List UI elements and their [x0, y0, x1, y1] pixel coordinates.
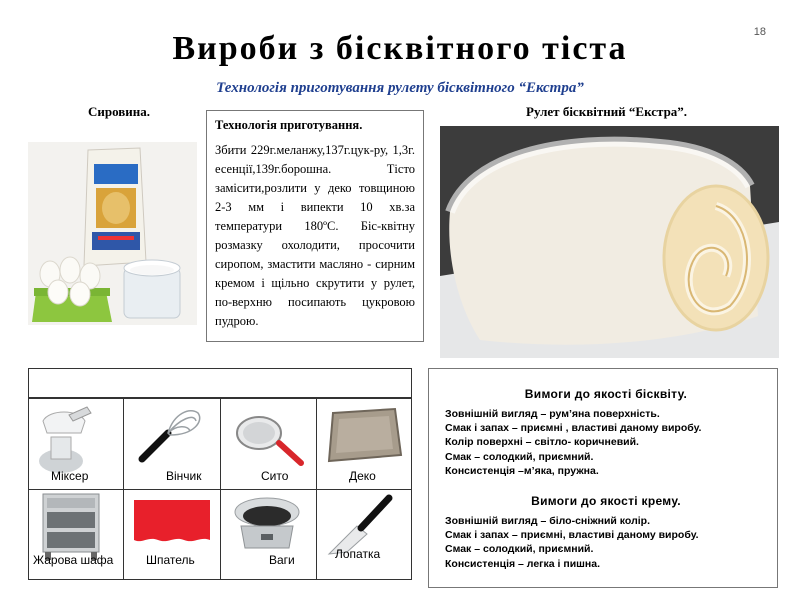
biscuit-quality-line: Консистенція –м’яка, пружна.: [445, 464, 599, 477]
equipment-table: [28, 398, 412, 580]
biscuit-quality-line: Зовнішній вигляд – рум’яна поверхність.: [445, 408, 660, 420]
technology-box: [206, 110, 424, 342]
equipment-cell-scales: [221, 490, 317, 579]
equipment-label: Лопатка: [335, 547, 381, 561]
slide-subtitle: Технологія приготування рулету бісквітного “Екстра”: [216, 80, 584, 96]
equipment-label: Міксер: [51, 469, 89, 483]
equipment-cell-tray: [317, 399, 411, 490]
equipment-label: Сито: [261, 469, 289, 483]
raw-materials-label: Сировина.: [88, 104, 151, 119]
raw-materials-photo: [28, 142, 197, 325]
equipment-cell-whisk: [124, 399, 221, 490]
roll-photo-label: Рулет бісквітний “Екстра”.: [526, 104, 688, 119]
equipment-label: Вінчик: [166, 469, 202, 483]
slide-number: 18: [753, 26, 766, 38]
cream-quality-line: Смак і запах – приємні, властиві даному виробу.: [445, 529, 699, 542]
equipment-label: Ваги: [269, 553, 295, 567]
equipment-cell-mixer: [29, 399, 124, 490]
equipment-cell-spatula: [317, 490, 411, 579]
slide-title: Вироби з бісквітного тіста: [172, 30, 628, 67]
biscuit-quality-title: Вимоги до якості бісквіту.: [524, 387, 688, 401]
equipment-label: Деко: [349, 469, 376, 483]
biscuit-quality-line: Смак – солодкий, приємний.: [445, 450, 594, 463]
roll-photo: [440, 126, 779, 358]
equipment-header: [28, 368, 412, 398]
cream-quality-line: Смак – солодкий, приємний.: [445, 543, 594, 556]
cream-quality-line: Зовнішній вигляд – біло-сніжний колір.: [445, 515, 650, 528]
spatula-icon: [317, 490, 411, 579]
biscuit-quality-line: Колір поверхні – світло- коричневий.: [445, 436, 639, 449]
equipment-cell-scraper: [124, 490, 221, 579]
equipment-cell-oven: [29, 490, 124, 579]
equipment-label: Шпатель: [146, 553, 195, 567]
quality-requirements-box: [428, 368, 778, 588]
equipment-label: Жарова шафа: [33, 553, 114, 567]
cream-quality-title: Вимоги до якості крему.: [531, 494, 681, 509]
technology-title: Технологія приготування.: [215, 118, 363, 132]
technology-text: Збити 229г.меланжу,137г.цук-ру, 1,3г. есенції,139г.борошна. Тісто замісити,розлити у деко товщиною 2-3 мм і випекти 10 хв.за температури 180ºС. Біс-квітну розмазку охолодити, просочити сиропом, змастити масляно - сирним кремом і щільно скрутити у рулет, по-верхню посипають цукровою пудрою.: [215, 143, 415, 328]
equipment-cell-sieve: [221, 399, 317, 490]
cream-quality-line: Консистенція – легка і пишна.: [445, 557, 601, 570]
biscuit-quality-line: Смак і запах – приємні , властиві даному виробу.: [445, 422, 702, 435]
